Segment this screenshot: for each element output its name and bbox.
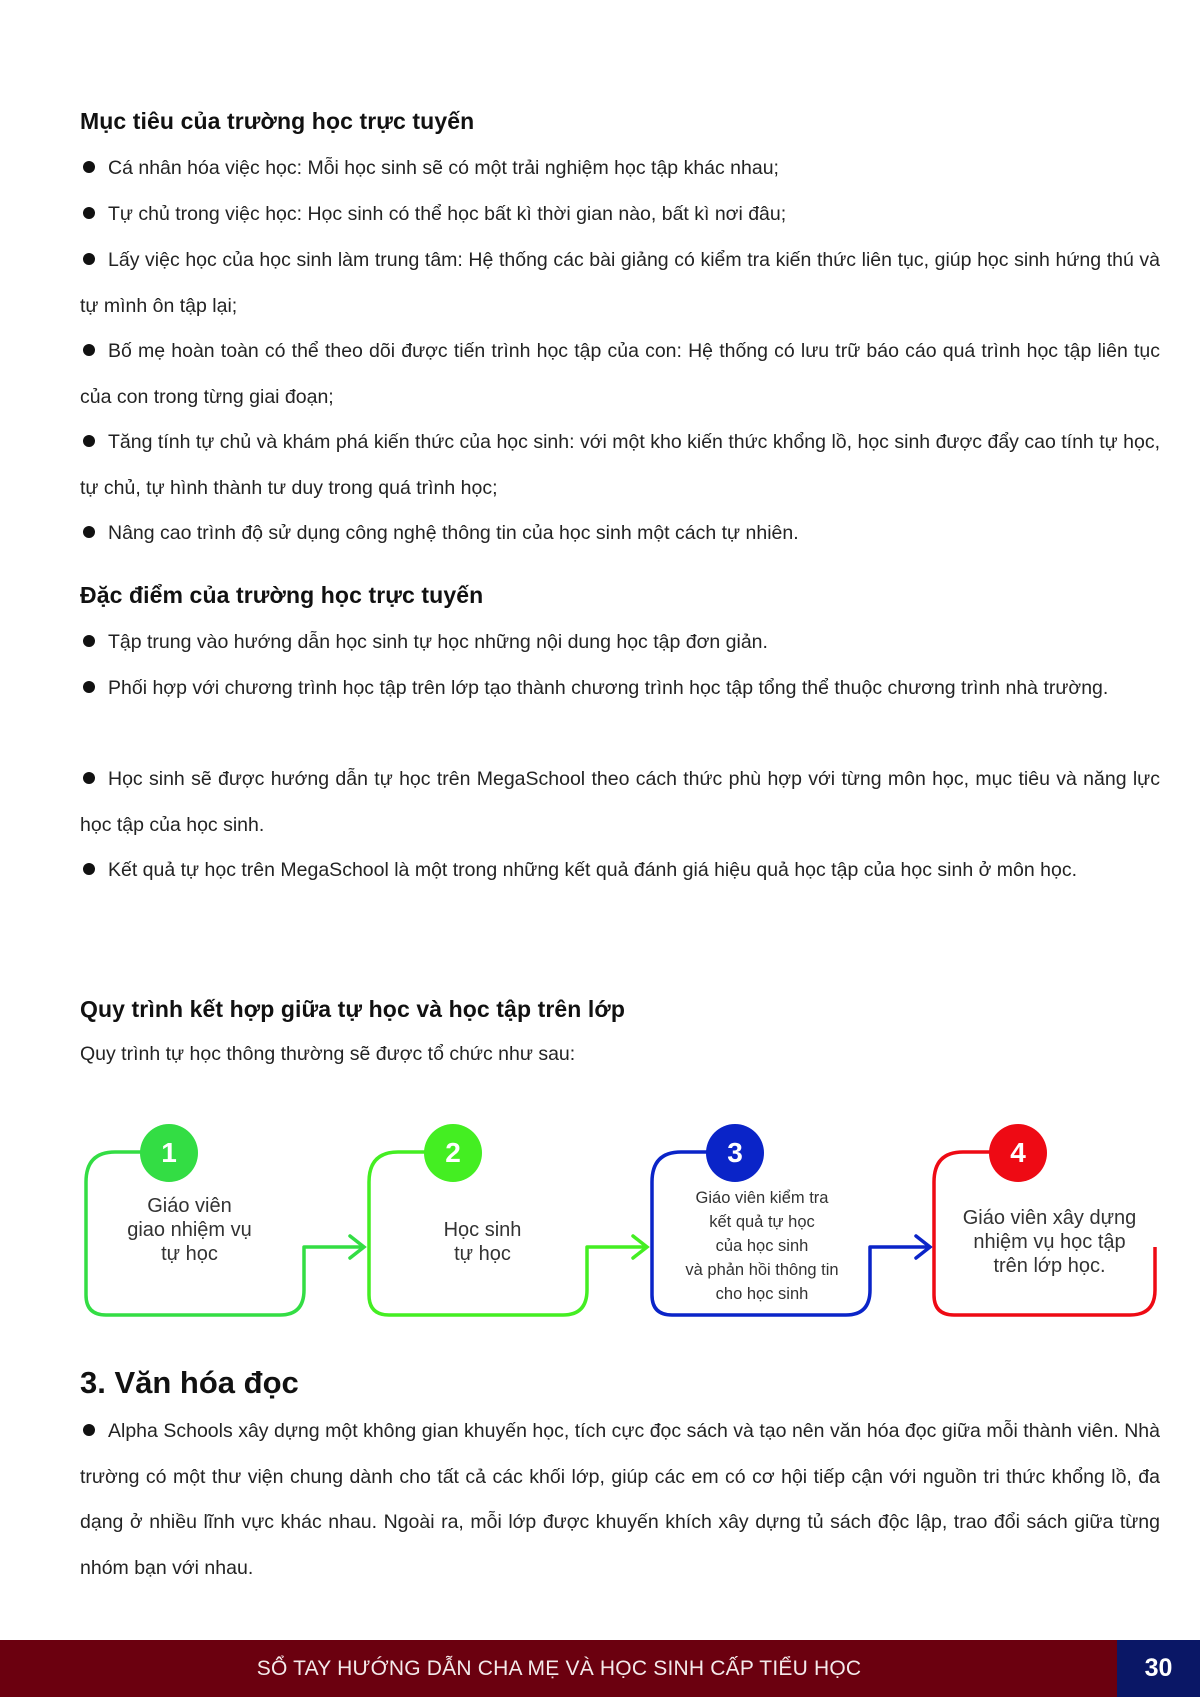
goal-item: Bố mẹ hoàn toàn có thể theo dõi được tiến trình học tập của con: Hệ thống có lưu trữ báo cáo quá trình học tập liên tục của con trong từng giai đoạn; [80,340,1160,408]
step-2-text: Học sinh tự học [443,1219,522,1265]
step-4-text: Giáo viên xây dựng nhiệm vụ học tập trên lớp học. [962,1207,1137,1277]
bullet-icon [83,344,95,356]
step-1-number-badge: 1 [140,1124,198,1182]
bullet-icon [83,635,95,647]
process-diagram [0,1110,1200,1340]
step-3-number-badge: 3 [706,1124,764,1182]
bullet-icon [83,772,95,784]
step-3-text: Giáo viên kiểm tra kết quả tự học của học sinh và phản hồi thông tin cho học sinh [685,1189,839,1303]
bullet-icon [83,526,95,538]
bullet-icon [83,253,95,265]
goal-item: Lấy việc học của học sinh làm trung tâm: Hệ thống các bài giảng có kiểm tra kiến thức liên tục, giúp học sinh hứng thú và tự mình ôn tập lại; [80,249,1160,317]
feature-item: Tập trung vào hướng dẫn học sinh tự học những nội dung học tập đơn giản. [80,620,1160,666]
page-footer [0,1640,1200,1697]
bullet-icon [83,863,95,875]
bullet-icon [83,207,95,219]
heading-process: Quy trình kết hợp giữa tự học và học tập trên lớp [80,996,626,1022]
process-intro: Quy trình tự học thông thường sẽ được tổ chức như sau: [80,1043,576,1065]
goal-item: Tăng tính tự chủ và khám phá kiến thức của học sinh: với một kho kiến thức khổng lồ, học sinh được đẩy cao tính tự học, tự chủ, tự hình thành tư duy trong quá trình học; [80,431,1160,499]
heading-reading-culture: 3. Văn hóa đọc [80,1365,299,1400]
feature-item: Học sinh sẽ được hướng dẫn tự học trên MegaSchool theo cách thức phù hợp với từng môn học, mục tiêu và năng lực học tập của học sinh. [80,768,1160,836]
reading-paragraph: Alpha Schools xây dựng một không gian khuyến học, tích cực đọc sách và tạo nên văn hóa đọc giữa mỗi thành viên. Nhà trường có một thư viện chung dành cho tất cả các khối lớp, giúp các em có cơ hội tiếp cận với nguồn tri thức khổng lồ, đa dạng ở nhiều lĩnh vực khác nhau. Ngoài ra, mỗi lớp được khuyến khích xây dựng tủ sách độc lập, trao đổi sách giữa từng nhóm bạn với nhau. [80,1420,1160,1579]
feature-item: Kết quả tự học trên MegaSchool là một trong những kết quả đánh giá hiệu quả học tập của học sinh ở môn học. [80,848,1160,894]
bullet-icon [83,681,95,693]
footer-title: SỔ TAY HƯỚNG DẪN CHA MẸ VÀ HỌC SINH CẤP TIỂU HỌC [256,1657,862,1680]
step-1-text: Giáo viên giao nhiệm vụ tự học [127,1195,252,1265]
goal-item: Nâng cao trình độ sử dụng công nghệ thông tin của học sinh một cách tự nhiên. [80,511,1160,557]
goal-item: Tự chủ trong việc học: Học sinh có thể học bất kì thời gian nào, bất kì nơi đâu; [80,192,1160,238]
feature-item: Phối hợp với chương trình học tập trên lớp tạo thành chương trình học tập tổng thể thuộc chương trình nhà trường. [80,666,1160,712]
heading-online-school-goals: Mục tiêu của trường học trực tuyến [80,108,475,134]
bullet-icon [83,435,95,447]
bullet-icon [83,1424,95,1436]
heading-online-school-features: Đặc điểm của trường học trực tuyến [80,582,484,608]
page-number: 30 [1117,1640,1200,1697]
step-4-number-badge: 4 [989,1124,1047,1182]
goal-item: Cá nhân hóa việc học: Mỗi học sinh sẽ có một trải nghiệm học tập khác nhau; [80,146,1160,192]
bullet-icon [83,161,95,173]
step-2-number-badge: 2 [424,1124,482,1182]
